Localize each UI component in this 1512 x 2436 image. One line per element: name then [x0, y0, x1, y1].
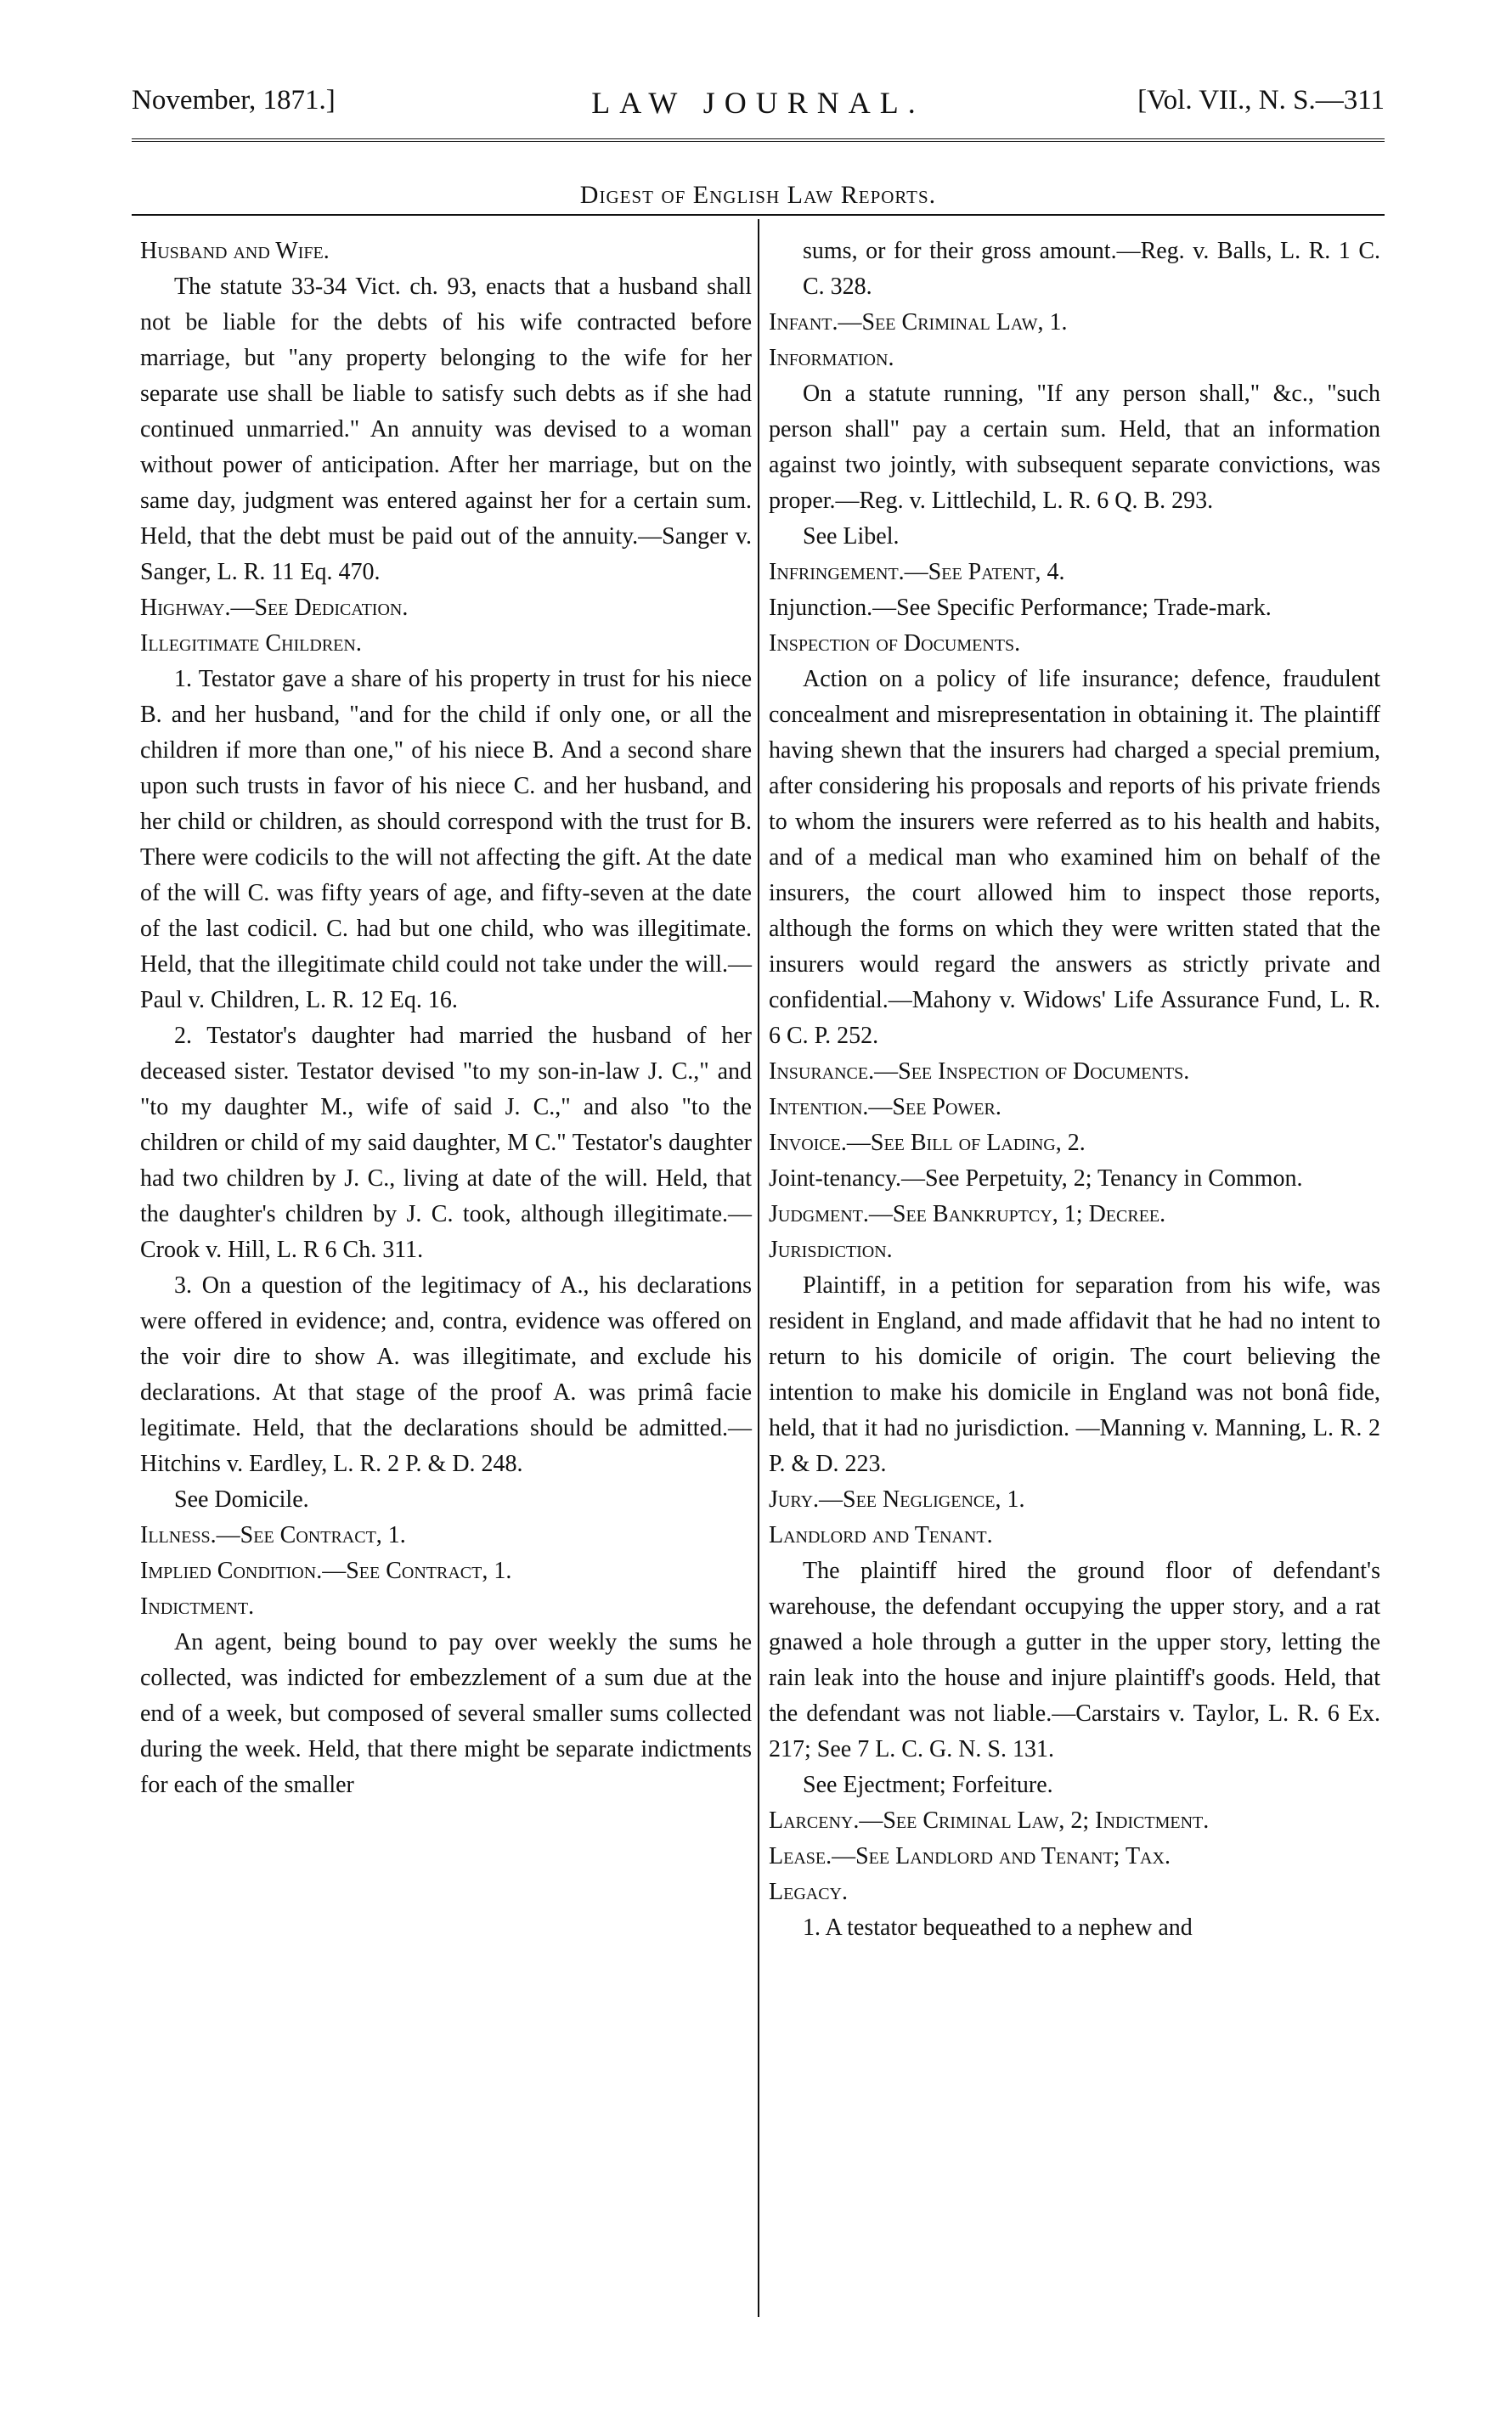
- digest-paragraph: The plaintiff hired the ground floor of defendant's warehouse, the defendant occupying the upper story, and a rat gnawed a hole through a gutter in the upper story, letting the rain leak into the house and injure plaintiff's goods. Held, that the defendant was not liable.—Carstairs v. Taylor, L. R. 6 Ex. 217; See 7 L. C. G. N. S. 131.: [769, 1558, 1380, 1762]
- digest-heading: Lease.—See Landlord and Tenant; Tax.: [769, 1843, 1171, 1869]
- digest-heading: Husband and Wife.: [140, 238, 330, 264]
- digest-paragraph: 3. On a question of the legitimacy of A., his declarations were offered in evidence; and, contra, evidence was offered on the voir dire to show A. was illegitimate, and exclude his declarations. At that stage of the proof A. was primâ facie legitimate. Held, that the declarations should be admitted.—Hitchins v. Eardley, L. R. 2 P. & D. 248.: [140, 1272, 752, 1477]
- digest-heading: Implied Condition.—See Contract, 1.: [140, 1558, 512, 1584]
- header-volume: [Vol. VII., N. S.—311: [1137, 85, 1385, 116]
- section-title: Digest of English Law Reports.: [579, 181, 937, 209]
- journal-title: LAW JOURNAL.: [591, 86, 925, 120]
- digest-paragraph: 1. Testator gave a share of his property in trust for his niece B. and her husband, "and for the child if only one, or all the children if more than one," of his niece B. And a second share upon such trusts in favor of his niece C. and her husband, and her child or children, as should correspond with the trust for B. There were codicils to the will not affecting the gift. At the date of the will C. was fifty years of age, and fifty-seven at the date of the last codicil. C. had but one child, who was illegitimate. Held, that the illegitimate child could not take under the will.—Paul v. Children, L. R. 12 Eq. 16.: [140, 666, 752, 1013]
- digest-heading: Intention.—See Power.: [769, 1094, 1001, 1120]
- digest-paragraph: See Libel.: [803, 523, 900, 550]
- digest-paragraph: See Domicile.: [174, 1486, 309, 1513]
- digest-paragraph: 2. Testator's daughter had married the husband of her deceased sister. Testator devised "to my son-in-law J. C.," and "to my daughter M., wife of said J. C.," and also "to the children or child of my said daughter, M C." Testator's daughter had two children by J. C., living at date of the will. Held, that the daughter's children by J. C. took, although illegitimate.—Crook v. Hill, L. R 6 Ch. 311.: [140, 1023, 752, 1263]
- digest-heading: Indictment.: [140, 1593, 255, 1620]
- digest-heading: Larceny.—See Criminal Law, 2; Indictment.: [769, 1807, 1210, 1834]
- digest-paragraph: An agent, being bound to pay over weekly the sums he collected, was indicted for embezzlement of a sum due at the end of a week, but composed of several smaller sums collected during the week. Held, that there might be separate indictments for each of the smaller: [140, 1629, 752, 1798]
- digest-heading: Insurance.—See Inspection of Documents.: [769, 1058, 1190, 1085]
- digest-heading: Judgment.—See Bankruptcy, 1; Decree.: [769, 1201, 1166, 1227]
- digest-heading: Legacy.: [769, 1879, 848, 1905]
- digest-heading: Invoice.—See Bill of Lading, 2.: [769, 1130, 1086, 1156]
- digest-heading: Injunction.—See Specific Performance; Trade-mark.: [769, 595, 1272, 621]
- digest-heading: Landlord and Tenant.: [769, 1522, 993, 1548]
- digest-paragraph: The statute 33-34 Vict. ch. 93, enacts that a husband shall not be liable for the debts of his wife contracted before marriage, but "any property belonging to the wife for her separate use shall be liable to satisfy such debts as if she had continued unmarried." An annuity was devised to a woman without power of anticipation. After her marriage, but on the same day, judgment was entered against her for a certain sum. Held, that the debt must be paid out of the annuity.—Sanger v. Sanger, L. R. 11 Eq. 470.: [140, 273, 752, 585]
- digest-heading: Infant.—See Criminal Law, 1.: [769, 309, 1068, 336]
- running-header: [132, 85, 1385, 136]
- digest-heading: Joint-tenancy.—See Perpetuity, 2; Tenancy in Common.: [769, 1165, 1303, 1192]
- header-double-rule: [132, 138, 1385, 145]
- right-column: [769, 234, 1380, 1946]
- digest-heading: Illness.—See Contract, 1.: [140, 1522, 406, 1548]
- digest-paragraph: sums, or for their gross amount.—Reg. v. Balls, L. R. 1 C. C. 328.: [803, 238, 1380, 300]
- digest-heading: Jurisdiction.: [769, 1237, 893, 1263]
- section-rule: [132, 214, 1385, 216]
- digest-paragraph: On a statute running, "If any person shall," &c., "such person shall" pay a certain sum. Held, that an information against two jointly, with subsequent separate convictions, was proper.—Reg. v. Littlechild, L. R. 6 Q. B. 293.: [769, 381, 1380, 514]
- digest-paragraph: See Ejectment; Forfeiture.: [803, 1772, 1053, 1798]
- digest-heading: Highway.—See Dedication.: [140, 595, 409, 621]
- digest-paragraph: Action on a policy of life insurance; defence, fraudulent concealment and misrepresentation in obtaining it. The plaintiff having shewn that the insurers had charged a special premium, after considering his proposals and reports of his private friends to whom the insurers were referred as to his health and habits, and of a medical man who examined him on behalf of the insurers, the court allowed him to inspect those reports, although the forms on which they were written stated that the insurers would regard the answers as strictly private and confidential.—Mahony v. Widows' Life Assurance Fund, L. R. 6 C. P. 252.: [769, 666, 1380, 1049]
- digest-heading: Illegitimate Children.: [140, 630, 362, 657]
- left-column: [140, 234, 752, 1803]
- digest-heading: Information.: [769, 345, 894, 371]
- column-divider: [758, 219, 759, 2317]
- digest-heading: Inspection of Documents.: [769, 630, 1021, 657]
- digest-heading: Infringement.—See Patent, 4.: [769, 559, 1065, 585]
- digest-paragraph: Plaintiff, in a petition for separation from his wife, was resident in England, and made affidavit that he had no intent to return to his domicile of origin. The court believing the intention to make his domicile in England was not bonâ fide, held, that it had no jurisdiction. —Manning v. Manning, L. R. 2 P. & D. 223.: [769, 1272, 1380, 1477]
- digest-paragraph: 1. A testator bequeathed to a nephew and: [803, 1914, 1193, 1941]
- header-date: November, 1871.]: [132, 85, 336, 116]
- digest-heading: Jury.—See Negligence, 1.: [769, 1486, 1025, 1513]
